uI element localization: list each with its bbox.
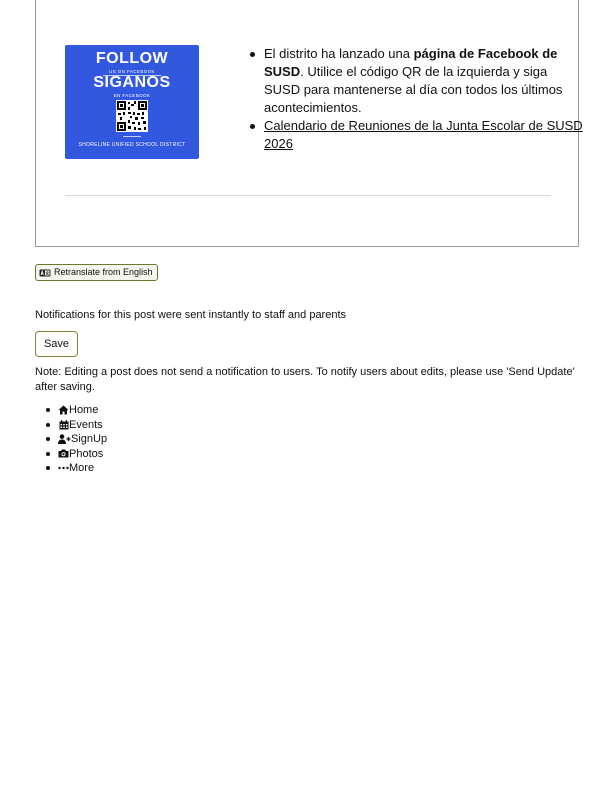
nav-item-events[interactable] [58,418,107,433]
nav-label-more: More [69,462,95,474]
home-icon [58,405,69,416]
facebook-banner-image [65,45,199,159]
save-button[interactable]: Save [35,331,78,357]
nav-label-photos: Photos [69,447,104,460]
card-divider [65,195,551,196]
banner-footer-text: SHORELINE UNIFIED SCHOOL DISTRICT [78,142,186,148]
nav-label-signup: SignUp [71,433,108,445]
post-bullet-facebook [264,45,584,117]
banner-follow-text: FOLLOW [95,50,169,67]
bullet-text-bold: página de Facebook de SUSD [264,46,558,79]
nav-label-home: Home [69,404,99,416]
bottom-nav-list [58,403,107,476]
calendar-link[interactable]: Calendario de Reuniones de la Junta Escolar de SUSD 2026 [264,118,583,151]
qr-code-icon [116,100,148,132]
notifications-status-text: Notifications for this post were sent instantly to staff and parents [35,309,347,321]
nav-label-events: Events [69,418,103,431]
retranslate-label: Retranslate from English [54,267,153,277]
user-plus-icon [58,434,71,445]
post-card [35,0,583,247]
camera-icon [58,448,69,459]
banner-small-divider [123,136,141,137]
edit-note-text: Note: Editing a post does not send a notification to users. To notify users about edits, please use 'Send Update' after saving. [35,366,575,393]
translate-icon [39,269,51,277]
nav-item-photos[interactable] [58,447,107,462]
banner-us-on-facebook: US ON FACEBOOK [109,69,155,74]
bullet-text-suffix: . Utilice el código QR de la izquierda y siga SUSD para mantenerse al día con todos los últimos acontecimientos. [264,64,563,115]
nav-item-more[interactable] [58,461,107,476]
more-dots-icon [58,463,69,474]
calendar-icon [58,419,69,430]
nav-item-home[interactable] [58,403,107,418]
retranslate-button[interactable] [35,264,158,281]
post-bullet-calendar [264,117,584,153]
post-bullet-list [246,45,584,153]
banner-en-facebook: EN FACEBOOK [113,93,151,98]
nav-item-signup[interactable] [58,432,107,447]
bullet-text-prefix: El distrito ha lanzado una [264,46,414,61]
banner-siganos-text: SIGANOS [93,74,171,91]
